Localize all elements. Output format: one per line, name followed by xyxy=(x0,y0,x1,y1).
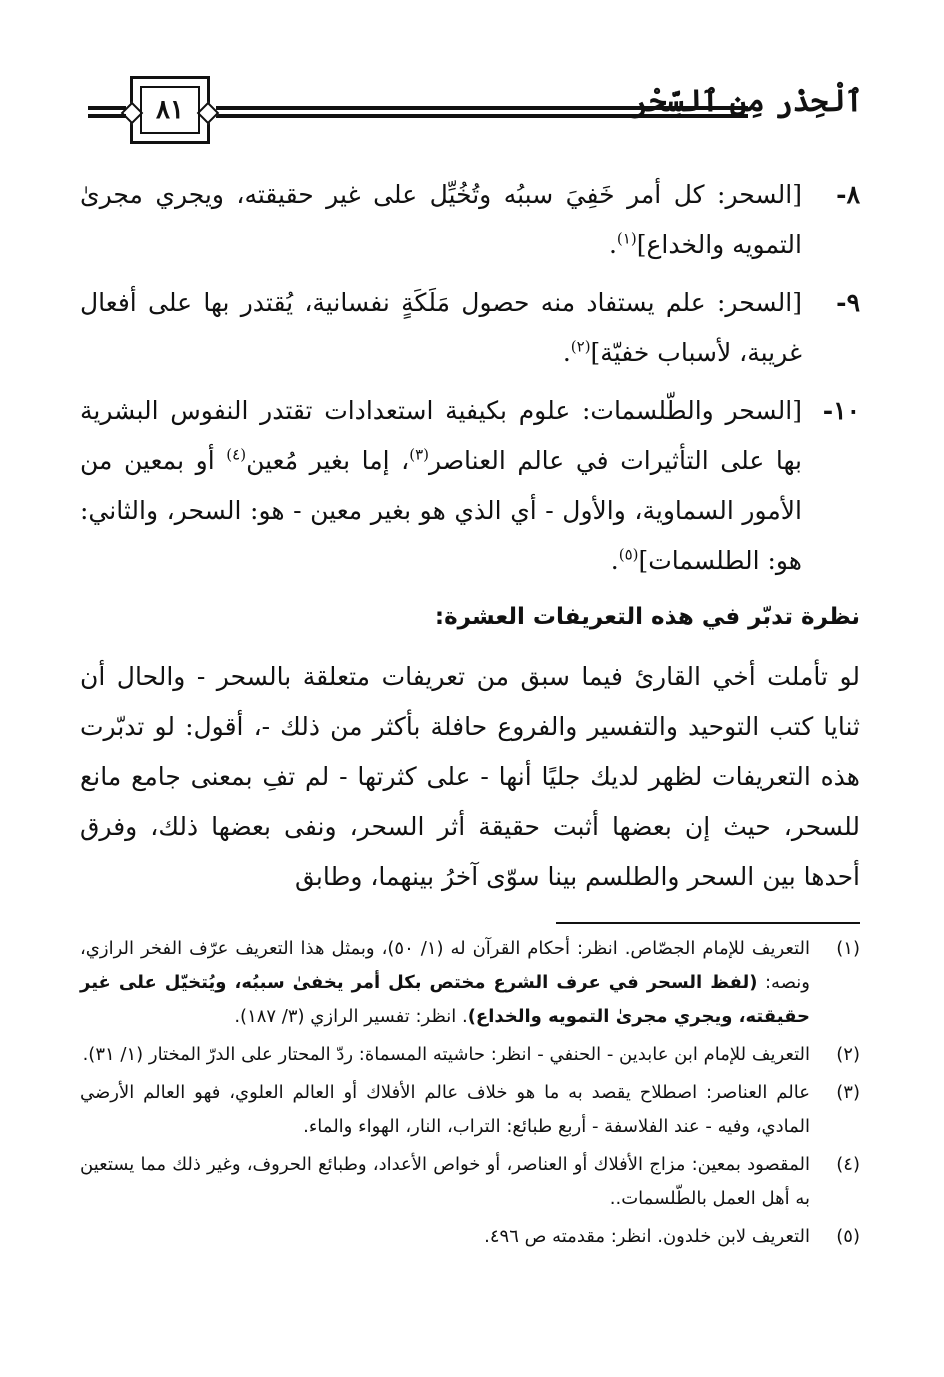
footnote-separator xyxy=(556,922,860,924)
page-number-frame xyxy=(130,76,210,144)
footnote-ref: (٢) xyxy=(570,337,591,356)
main-text xyxy=(80,170,860,902)
definition-text: [السحر والطّلسمات: علوم بكيفية استعدادات تقتدر النفوس البشرية بها على التأثيرات في عالم العناصر$^{(٣)}$، إما بغير مُعين$^{(٤)}$ أو بمعين من الأمور السماوية، والأول - أي الذي هو بغير معين - هو: السحر، والثاني: هو: الطلسمات]$^{(٥)}$. xyxy=(80,396,803,575)
footnote-ref: (٥) xyxy=(618,545,639,564)
definition-number: ١٠- xyxy=(822,396,860,425)
footnote-number: (٥) xyxy=(836,1226,860,1247)
footnote-text: التعريف لابن خلدون. انظر: مقدمته ص ٤٩٦. xyxy=(484,1226,810,1247)
header-rule xyxy=(216,106,748,118)
footnote xyxy=(80,932,860,1034)
footnote-ref: (٣) xyxy=(409,445,430,464)
footnote-number: (٤) xyxy=(836,1154,860,1175)
footnote xyxy=(80,1220,860,1254)
footnote xyxy=(80,1148,860,1216)
footnote-text: عالم العناصر: اصطلاح يقصد به ما هو خلاف عالم الأفلاك أو العالم العلوي، فهو العالم الأرضي المادي، وفيه - عند الفلاسفة - أربع طبائع: التراب، النار، الهواء والماء. xyxy=(80,1082,810,1137)
header-rule-short xyxy=(88,106,126,118)
definition-number: ٨- xyxy=(836,180,860,209)
footnote xyxy=(80,1076,860,1144)
footnote-text: التعريف للإمام الجصّاص. انظر: أحكام القرآن له (١/ ٥٠)، وبمثل هذا التعريف عرّف الفخر الرازي، ونصه: (لفظ السحر في عرف الشرع مختص بكل أمر يخفىٰ سببُه، ويُتخيّل على غير حقيقته، ويجري مجرىٰ التمويه والخداع). انظر: تفسير الرازي (٣/ ١٨٧). xyxy=(80,938,811,1027)
page-number: ٨١ xyxy=(156,95,184,125)
footnote-number: (٣) xyxy=(836,1082,860,1103)
page-header xyxy=(88,70,863,148)
section-heading: نظرة تدبّر في هذه التعريفات العشرة: xyxy=(434,604,860,630)
running-title: ٱلْحِذْر مِن ٱلسِّحْر xyxy=(631,84,863,119)
footnote-number: (٢) xyxy=(836,1044,860,1065)
footnotes xyxy=(80,932,860,1258)
definition-number: ٩- xyxy=(836,288,860,317)
footnote-ref: (١) xyxy=(616,229,637,248)
footnote-number: (١) xyxy=(836,938,860,959)
footnote xyxy=(80,1038,860,1072)
footnote-text: التعريف للإمام ابن عابدين - الحنفي - انظر: حاشيته المسماة: ردّ المحتار على الدرّ المختار (١/ ٣١). xyxy=(82,1044,810,1065)
footnote-text: المقصود بمعين: مزاج الأفلاك أو العناصر، أو خواص الأعداد، وطبائع الحروف، وغير ذلك مما يستعين به أهل العمل بالطّلسمات.. xyxy=(80,1154,810,1209)
definition-text: [السحر: علم يستفاد منه حصول مَلَكَةٍ نفسانية، يُقتدر بها على أفعال غريبة، لأسباب خفيّة]$^{(٢)}$. xyxy=(80,288,802,367)
definition-item xyxy=(80,386,860,586)
definition-item xyxy=(80,170,860,270)
definition-text: [السحر: كل أمر خَفِيَ سببُه وتُخُيِّل على غير حقيقته، ويجري مجرىٰ التمويه والخداع]$^{(١)}$. xyxy=(80,180,802,259)
body-paragraph: لو تأملت أخي القارئ فيما سبق من تعريفات متعلقة بالسحر - والحال أن ثنايا كتب التوحيد والتفسير والفروع حافلة بأكثر من ذلك -، أقول: لو تدبّرت هذه التعريفات لظهر لديك جليًا أنها - على كثرتها - لم تفِ بمعنى جامع مانع للسحر، حيث إن بعضها أثبت حقيقة أثر السحر، ونفى بعضها ذلك، وفرق أحدها بين السحر والطلسم بينا سوّى آخرُ بينهما، وطابق xyxy=(80,662,860,891)
footnote-ref: (٤) xyxy=(226,445,247,464)
definition-item xyxy=(80,278,860,378)
